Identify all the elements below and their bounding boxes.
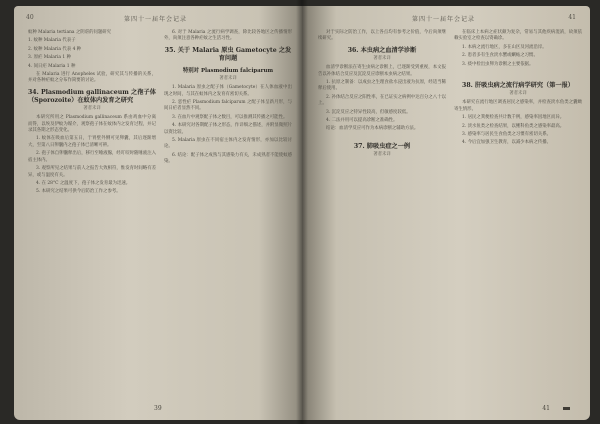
page-corner-mark	[563, 407, 570, 410]
section-heading-35	[164, 47, 292, 63]
right-page	[302, 6, 590, 420]
paragraph: 1. Malaria 原虫之配子体（Gametocyte）在人体血液中出现之时间，与其在蚊体内之发育有密切关系。	[164, 85, 292, 97]
paragraph: 1. 居民之粪便检查共计数千例，感染率因地区而异。	[462, 115, 565, 121]
paragraph: 3. 感染率与居民生食鱼类之习惯有密切关系。	[462, 132, 552, 138]
right-bottom-page-number: 41	[542, 405, 550, 412]
section-author: 著者未详	[83, 105, 101, 111]
section-number: 35.	[164, 46, 176, 54]
paragraph: 5. Malaria 原虫在不同宿主体内之发育情形，亦加以比较讨论。	[164, 138, 292, 150]
text-line: 蚊种 Malaria tertiana 之阴虐的问题研究	[28, 30, 112, 35]
paragraph: 4. 在 28°C 之温度下，孢子体之发育最为迅速。	[36, 180, 131, 186]
paragraph: 对于实际之防治工作，以上各点均有参考之价值，今后尚须继续研究。	[318, 30, 446, 42]
section-author: 著者未详	[509, 91, 527, 97]
paragraph: 3. 沉淀反应之特异性较高，但敏感度较低。	[326, 109, 411, 115]
text-line: 1. 蚊种 Malaria 代表子	[28, 38, 76, 44]
paragraph: 1. 本病之流行地区，多在山区及河流沿岸。	[462, 44, 547, 50]
section-author: 著者未详	[373, 151, 391, 157]
right-page-number: 41	[568, 14, 576, 21]
paragraph: 血清学诊断法在寄生虫病之诊断上，已逐渐受到重视，本文报告以补体结合反应及沉淀反应诊断本虫病之结果。	[318, 65, 446, 77]
section-title: 肝吸虫病之流行病学研究（第一报）	[474, 82, 574, 90]
section-heading-37	[318, 143, 446, 151]
left-column-2	[164, 30, 292, 168]
section-author: 著者未详	[373, 55, 391, 61]
paragraph: 本研究在流行地区调查居民之感染率，并检查淡水鱼类之囊蚴寄生情形。	[454, 100, 582, 112]
section-number: 34.	[28, 88, 39, 96]
paragraph: 5. 本研究之结果可供今后防治工作之参考。	[36, 189, 121, 195]
left-running-head: 第四十一届年会记录	[124, 16, 188, 23]
paragraph: 在 Malaria 进行 Anopheles 试验，研究其与传播的关系，并对各种疟蚊之分布作简要的讨论。	[28, 72, 156, 84]
left-bottom-page-number: 39	[154, 405, 162, 412]
paragraph: 本研究所用之 Plasmodium gallinaceum 系由鸡血中分离而得，以埃及伊蚊为媒介，观察孢子体在蚊体内之发育过程，并记录其各期之形态变化。	[28, 115, 156, 134]
section-title: Plasmodium gallinaceum 之孢子体（Sporozoite）在蚊体内发育之研究	[28, 88, 156, 104]
text-line: 4. 间日疟 Malaria 1 种	[28, 63, 76, 69]
paragraph: 1. 抗原之制备：以成虫之生理食盐水浸出液为抗原，经适当稀释后使用。	[318, 80, 446, 92]
section-number: 37.	[353, 142, 365, 150]
paragraph: 2. 补体结合反应之阳性率，在已证实之病例中达百分之八十以上。	[318, 94, 446, 107]
paragraph: 在临床上本病之症状颇为复杂，常易与其他疾病混淆，故须依赖实验室之检查以资确诊。	[454, 30, 582, 42]
section-title: 肺吸虫症之一例	[366, 142, 411, 150]
section-number: 36.	[347, 46, 359, 54]
left-column-1	[28, 30, 156, 198]
paragraph: 3. 在血片中观察配子体之数目，可以推测其传播之可能性。	[172, 114, 288, 120]
left-page	[14, 6, 302, 420]
paragraph: 6. 结论：配子体之成熟与其感染力有关，未成熟者不能使蚊感染。	[164, 152, 292, 165]
paragraph: 4. 二法并用可以提高诊断之准确性。	[326, 118, 398, 124]
section-author: 著者未详	[219, 75, 237, 81]
paragraph: 4. 今后宜加强卫生教育，以减少本病之传播。	[462, 140, 552, 146]
paragraph: 2. 淡水鱼类之检查结果，以鲤科鱼类之感染率最高。	[462, 123, 565, 129]
paragraph: 结论：血清学反应可作为本病诊断之辅助方法。	[326, 126, 419, 132]
paragraph: 2. 患者多有生食淡水蟹或蝲蛄之习惯。	[462, 53, 538, 59]
section-heading-36	[318, 47, 446, 55]
paragraph: 2. 孢子体自卵囊释出后，移行至唾液腺，经叮咬时随唾液注入宿主体内。	[28, 151, 156, 163]
right-column-1	[318, 30, 446, 161]
section-subtitle: 特别对 Plasmodium falciparum	[182, 67, 274, 74]
paragraph: 2. 恶性疟 Plasmodium falciparum 之配子体呈新月形，与间日疟者显然不同。	[164, 100, 292, 112]
right-running-head: 第四十一届年会记录	[412, 16, 476, 23]
paragraph: 3. 观察所见之结果与前人之报告大致相符，惟发育时间略有差异，或与温度有关。	[28, 166, 156, 178]
book-gutter-shadow	[296, 0, 308, 424]
paragraph: 4. 本研究对各期配子体之形态，作详细之描述，并附显微照片以资比较。	[164, 123, 292, 135]
paragraph: 3. 痰中检出虫卵为诊断之主要依据。	[462, 61, 534, 67]
text-line: 2. 蚊种 Malaria 代表 4 种	[28, 46, 82, 52]
section-heading-34	[28, 89, 156, 105]
text-line: 3. 原疟 Malaria 1 种	[28, 55, 71, 61]
paragraph: 1. 蚊体在吸血后第五日，于胃壁外侧可见卵囊，其后逐渐增大，至第八日卵囊内之孢子体已清晰可辨。	[28, 136, 156, 148]
paragraph: 6. 对于 Malaria 之流行病学调查，除比较各地区之传播情形外，尚须注意各种疟蚊之生活习性。	[164, 30, 292, 42]
left-page-number: 40	[26, 14, 34, 21]
section-heading-38	[454, 82, 582, 90]
section-number: 38.	[462, 82, 473, 90]
section-title: 关于 Malaria 原虫 Gametocyte 之发育问题	[177, 46, 292, 62]
section-title: 本虫病之血清学诊断	[360, 46, 417, 54]
right-column-2	[454, 30, 582, 149]
